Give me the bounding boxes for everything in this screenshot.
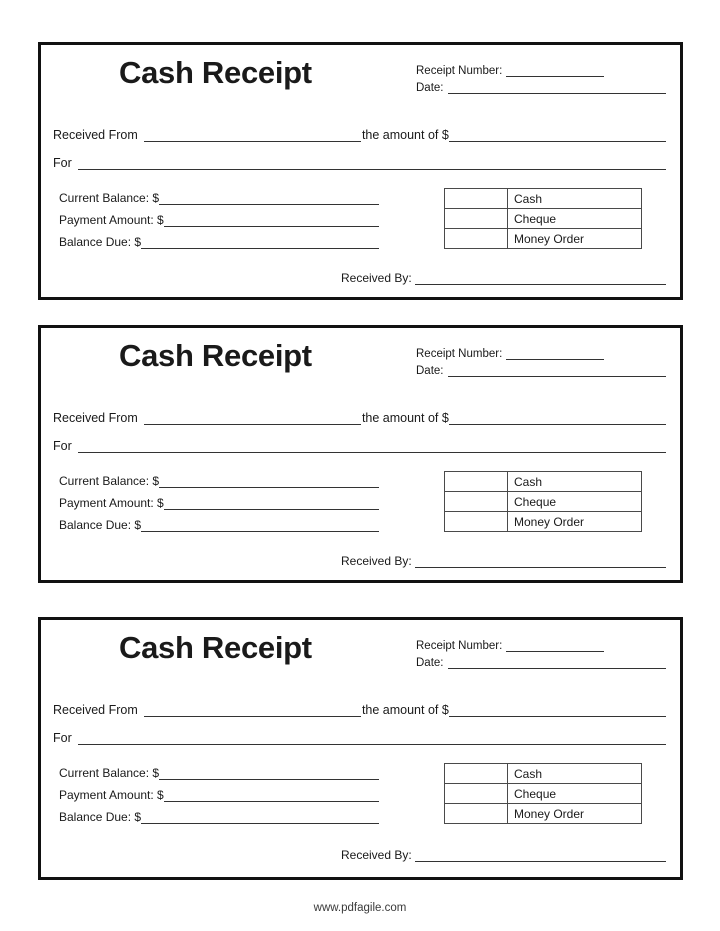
payment-method-label: Money Order (508, 804, 642, 824)
payment-amount-input[interactable] (164, 789, 379, 802)
payment-amount-label: Payment Amount: $ (59, 496, 164, 510)
date-row (416, 365, 666, 377)
receipt-number-row (416, 640, 666, 652)
received-from-label: Received From (53, 411, 138, 425)
table-row (445, 492, 642, 512)
current-balance-input[interactable] (159, 192, 379, 205)
table-row (445, 512, 642, 532)
balance-due-row (59, 810, 379, 824)
receipt-meta (416, 640, 666, 674)
received-by-input[interactable] (415, 272, 666, 285)
table-row (445, 764, 642, 784)
for-input[interactable] (78, 439, 666, 453)
table-row (445, 229, 642, 249)
payment-method-table (444, 188, 642, 249)
page-title: Cash Receipt (119, 55, 312, 90)
date-input[interactable] (448, 657, 667, 669)
date-label: Date: (416, 365, 444, 377)
receipt-block (38, 325, 683, 583)
received-by-input[interactable] (415, 849, 666, 862)
payment-amount-label: Payment Amount: $ (59, 788, 164, 802)
payment-amount-row (59, 496, 379, 510)
amount-input[interactable] (449, 128, 666, 142)
balance-due-label: Balance Due: $ (59, 235, 142, 249)
current-balance-row (59, 766, 379, 780)
balance-due-label: Balance Due: $ (59, 518, 142, 532)
payment-method-label: Cash (508, 472, 642, 492)
payment-method-label: Cheque (508, 784, 642, 804)
received-from-label: Received From (53, 703, 138, 717)
for-row (53, 439, 666, 453)
receipt-number-label: Receipt Number: (416, 65, 503, 77)
receipt-meta (416, 65, 666, 99)
balances-group (59, 191, 379, 257)
current-balance-label: Current Balance: $ (59, 766, 160, 780)
received-from-input[interactable] (144, 128, 361, 142)
for-input[interactable] (78, 156, 666, 170)
received-from-row (53, 128, 666, 142)
receipt-number-input[interactable] (506, 65, 604, 77)
payment-method-label: Money Order (508, 229, 642, 249)
payment-method-checkbox-cheque[interactable] (445, 209, 508, 229)
current-balance-input[interactable] (159, 767, 379, 780)
amount-input[interactable] (449, 411, 666, 425)
received-by-row (341, 848, 666, 862)
page-title: Cash Receipt (119, 630, 312, 665)
for-row (53, 156, 666, 170)
balance-due-input[interactable] (141, 519, 379, 532)
received-by-row (341, 271, 666, 285)
payment-method-checkbox-cheque[interactable] (445, 784, 508, 804)
received-by-label: Received By: (341, 271, 412, 285)
table-row (445, 209, 642, 229)
for-input[interactable] (78, 731, 666, 745)
table-row (445, 784, 642, 804)
payment-method-checkbox-money-order[interactable] (445, 804, 508, 824)
balance-due-input[interactable] (141, 811, 379, 824)
received-by-row (341, 554, 666, 568)
payment-method-checkbox-cash[interactable] (445, 764, 508, 784)
balance-due-row (59, 518, 379, 532)
received-from-row (53, 411, 666, 425)
received-by-input[interactable] (415, 555, 666, 568)
amount-of-label: the amount of $ (361, 128, 449, 142)
payment-method-label: Cheque (508, 492, 642, 512)
for-row (53, 731, 666, 745)
date-label: Date: (416, 657, 444, 669)
payment-method-table (444, 471, 642, 532)
date-input[interactable] (448, 82, 667, 94)
payment-method-checkbox-cash[interactable] (445, 472, 508, 492)
table-row (445, 472, 642, 492)
received-from-row (53, 703, 666, 717)
date-input[interactable] (448, 365, 667, 377)
balance-due-row (59, 235, 379, 249)
payment-method-label: Money Order (508, 512, 642, 532)
payment-method-checkbox-cash[interactable] (445, 189, 508, 209)
receipt-number-label: Receipt Number: (416, 348, 503, 360)
payment-amount-label: Payment Amount: $ (59, 213, 164, 227)
page-title: Cash Receipt (119, 338, 312, 373)
receipt-number-input[interactable] (506, 348, 604, 360)
payment-method-checkbox-cheque[interactable] (445, 492, 508, 512)
payment-amount-input[interactable] (164, 497, 379, 510)
balance-due-label: Balance Due: $ (59, 810, 142, 824)
current-balance-label: Current Balance: $ (59, 474, 160, 488)
payment-method-label: Cash (508, 764, 642, 784)
current-balance-input[interactable] (159, 475, 379, 488)
payment-amount-row (59, 788, 379, 802)
received-by-label: Received By: (341, 554, 412, 568)
table-row (445, 804, 642, 824)
received-from-input[interactable] (144, 703, 361, 717)
for-label: For (53, 439, 72, 453)
current-balance-row (59, 474, 379, 488)
payment-method-label: Cheque (508, 209, 642, 229)
received-by-label: Received By: (341, 848, 412, 862)
receipt-number-input[interactable] (506, 640, 604, 652)
payment-amount-row (59, 213, 379, 227)
table-row (445, 189, 642, 209)
payment-method-table (444, 763, 642, 824)
receipt-meta (416, 348, 666, 382)
footer-url: www.pdfagile.com (313, 902, 407, 914)
payment-amount-input[interactable] (164, 214, 379, 227)
date-label: Date: (416, 82, 444, 94)
receipt-number-row (416, 65, 666, 77)
for-label: For (53, 156, 72, 170)
received-from-input[interactable] (144, 411, 361, 425)
receipt-number-row (416, 348, 666, 360)
for-label: For (53, 731, 72, 745)
balance-due-input[interactable] (141, 236, 379, 249)
balances-group (59, 474, 379, 540)
payment-method-checkbox-money-order[interactable] (445, 512, 508, 532)
receipt-block (38, 617, 683, 880)
date-row (416, 657, 666, 669)
payment-method-label: Cash (508, 189, 642, 209)
current-balance-label: Current Balance: $ (59, 191, 160, 205)
date-row (416, 82, 666, 94)
receipt-block (38, 42, 683, 300)
received-from-label: Received From (53, 128, 138, 142)
receipt-number-label: Receipt Number: (416, 640, 503, 652)
amount-input[interactable] (449, 703, 666, 717)
amount-of-label: the amount of $ (361, 411, 449, 425)
payment-method-checkbox-money-order[interactable] (445, 229, 508, 249)
current-balance-row (59, 191, 379, 205)
amount-of-label: the amount of $ (361, 703, 449, 717)
balances-group (59, 766, 379, 832)
